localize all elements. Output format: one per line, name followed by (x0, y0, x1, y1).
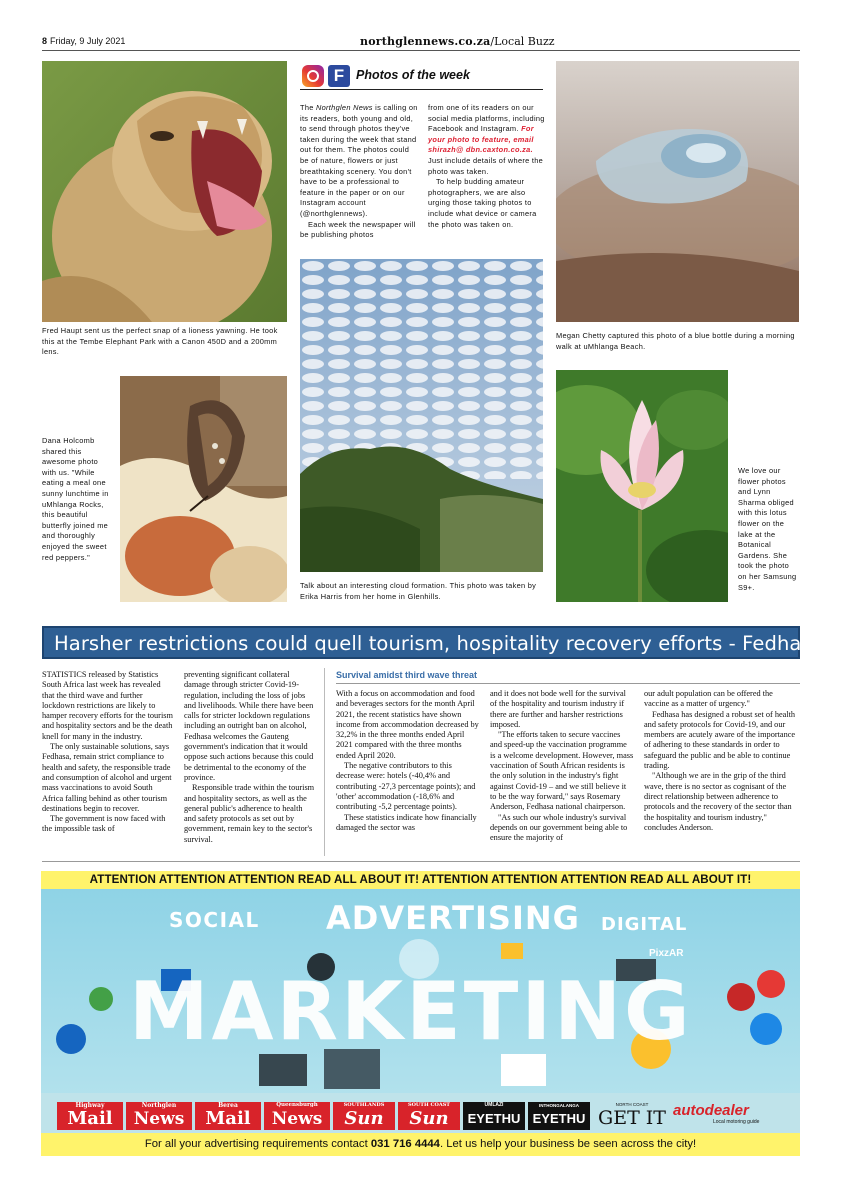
article-bottom-rule (42, 861, 800, 862)
article-paragraph: These statistics indicate how financially damaged the sector was (336, 812, 477, 832)
logo-sub: SOUTH COAST (407, 1102, 451, 1108)
ad-phone-number[interactable]: 031 716 4444 (370, 1138, 440, 1150)
potw-paragraph (428, 103, 546, 177)
article-col-4 (490, 689, 634, 843)
logo-main: Sun (409, 1108, 449, 1129)
site-name[interactable]: northglennews.co.za (360, 35, 491, 48)
northglen-news-logo[interactable] (126, 1102, 192, 1130)
inthongalanga-eyethu-logo[interactable] (528, 1102, 590, 1130)
logo-main: GET IT (598, 1107, 666, 1129)
logo-main: Sun (344, 1108, 384, 1129)
article-paragraph: preventing significant collateral damage through stricter Covid-19-regulation, including the loss of jobs and livelihoods. While there have been calls for stricter lockdown regulations including an outright ban on alcohol, Fedhasa welcomes the Gauteng government's indication that it would oppose such actions because this could be detrimental to the economy of the province. (184, 670, 314, 782)
clouds-photo (300, 259, 543, 572)
column-divider (324, 668, 325, 856)
ad-attention-banner: ATTENTION ATTENTION ATTENTION READ ALL ABOUT IT! ATTENTION ATTENTION ATTENTION READ ALL ABOUT IT! (41, 871, 800, 889)
article-paragraph: The government is now faced with the impossible task of (42, 814, 166, 834)
subhead-rule (336, 683, 800, 684)
logo-sub: SOUTHLANDS (343, 1102, 385, 1108)
logo-sub: Berea (218, 1102, 238, 1109)
butterfly-photo (120, 376, 287, 602)
logo-main: Mail (205, 1108, 251, 1129)
article-paragraph: STATISTICS released by Statistics South Africa last week has revealed that the third wave and further lockdown restrictions are likely to hamper recovery efforts for the tourism and hospitality sectors and be the death knell for many in the industry. (42, 670, 173, 741)
potw-paragraph (300, 103, 420, 220)
photos-of-week-rule (300, 89, 543, 90)
lotus-caption: We love our flower photos and Lynn Sharma obliged with this lotus flower on the lake at the Botanical Gardens. She took the photo on her Samsung S9+. (738, 466, 797, 592)
article-paragraph: "As such our whole industry's survival depends on our government being able to ensure the majority of (490, 812, 628, 843)
lotus-photo (556, 370, 728, 602)
potw-text: is calling on its readers, both young and old, to send through photos they've taken during the week that stand out for them. The photos could be of nature, flowers or just breathtaking scenery. You don't have to be a professional to feature in the paper or on our Instagram account (@northglennews). (300, 103, 418, 218)
article-paragraph: "Although we are in the grip of the third wave, there is no sector as cognisant of the direct relationship between adherence to protocols and the recovery of the sector than the hospitality and tourism industry," concludes Anderson. (644, 771, 792, 832)
article-paragraph: and it does not bode well for the survival of the hospitality and tourism industry if there are further and harsher restrictions imposed. (490, 689, 626, 729)
article-paragraph: The negative contributors to this decrease were: hotels (-40,4% and contributing -27,3 percentage points); and 'other' accommodation (-18,6% and contributing -5,2 percentage points). (336, 761, 476, 812)
potw-paper-name: Northglen News (316, 103, 373, 112)
butterfly-caption: Dana Holcomb shared this awesome photo with us. "While eating a meal one sunny lunchtime in uMhlanga Rocks, this beautiful butterfly joined me and thoroughly enjoyed the sweet red peppers." (42, 436, 109, 562)
ad-word-marketing: MARKETING (129, 965, 693, 1058)
bluebottle-photo (556, 61, 799, 322)
article-col-5 (644, 689, 800, 833)
article-headline-bar (42, 626, 824, 659)
article-col-1 (42, 670, 173, 835)
ad-pixzar-logo: PixzAR (649, 948, 684, 959)
page-date: Friday, 9 July 2021 (50, 36, 126, 46)
umlazi-eyethu-logo[interactable] (463, 1102, 525, 1130)
autodealer-logo[interactable] (673, 1102, 793, 1130)
potw-email-callout[interactable]: For your photo to feature, email shirazh@ dbn.caxton.co.za. (428, 124, 534, 155)
ad-footer (41, 1133, 800, 1156)
ad-word-advertising: ADVERTISING (326, 899, 580, 937)
site-banner (360, 35, 555, 48)
logo-sub: INTHONGALANGA (539, 1103, 579, 1108)
clouds-caption: Talk about an interesting cloud formation. This photo was taken by Erika Harris from her home in Glenhills. (300, 581, 537, 601)
photos-of-week-header (300, 62, 543, 90)
lioness-photo (42, 61, 287, 322)
logo-sub: Northglen (141, 1102, 177, 1109)
bluebottle-caption: Megan Chetty captured this photo of a blue bottle during a morning walk at uMhlanga Beach. (556, 331, 795, 351)
article-subhead: Survival amidst third wave threat (336, 670, 478, 680)
photos-of-week-col-2 (428, 103, 546, 230)
photos-of-week-title: Photos of the week (356, 68, 470, 82)
logo-sub: Highway (75, 1102, 105, 1109)
page-folio (42, 36, 125, 46)
ad-word-social: SOCIAL (169, 908, 260, 932)
article-col-2 (184, 670, 315, 845)
article-paragraph: With a focus on accommodation and food and beverages sectors for the month April 2021, the recent statistics have shown income from accommodation decreased by 32,2% in the three months ended April 2021 compared with the three months ended April 2020. (336, 689, 479, 760)
facebook-icon[interactable]: F (328, 65, 350, 87)
article-headline[interactable]: Harsher restrictions could quell tourism, hospitality recovery efforts - Fedhasa (54, 632, 824, 655)
header-rule (42, 50, 800, 51)
lioness-caption: Fred Haupt sent us the perfect snap of a lioness yawning. He took this at the Tembe Elephant Park with a Canon 450D and a 200mm lens. (42, 326, 278, 357)
queensburgh-news-logo[interactable] (264, 1102, 330, 1130)
southcoast-sun-logo[interactable] (398, 1102, 460, 1130)
page-number: 8 (42, 36, 48, 46)
section-name: /Local Buzz (490, 35, 555, 48)
ad-word-digital: DIGITAL (601, 914, 688, 935)
logo-main: News (271, 1109, 323, 1129)
highway-mail-logo[interactable] (57, 1102, 123, 1130)
article-paragraph: Fedhasa has designed a robust set of health and safety protocols for Covid-19, and our members are acutely aware of the importance of adhering to these standards in order to safeguard the public and be able to continue trading. (644, 709, 796, 771)
logo-main: autodealer (673, 1102, 749, 1119)
potw-paragraph: Each week the newspaper will be publishing photos (300, 219, 416, 240)
logo-sub: NORTH COAST (615, 1102, 649, 1107)
article-col-3 (336, 689, 480, 833)
berea-mail-logo[interactable] (195, 1102, 261, 1130)
southlands-sun-logo[interactable] (333, 1102, 395, 1130)
instagram-icon[interactable] (302, 65, 324, 87)
potw-text: Just include details of where the photo was taken. (428, 155, 544, 176)
ad-footer-text: For all your advertising requirements contact (144, 1138, 371, 1150)
article-paragraph: our adult population can be offered the vaccine as a matter of urgency." (644, 689, 773, 709)
get-it-logo[interactable] (597, 1102, 667, 1130)
page-header (42, 36, 800, 50)
logo-main: News (133, 1109, 185, 1129)
logo-sub: Local motoring guide (713, 1119, 760, 1125)
logo-sub: UMLAZI (484, 1102, 504, 1108)
article-paragraph: Responsible trade within the tourism and hospitality sectors, as well as the general public's adherence to health and safety protocols as set out by government, remain key to the sector's survival. (184, 783, 315, 844)
marketing-advert[interactable] (41, 871, 800, 1156)
potw-paragraph: To help budding amateur photographers, we are also urging those taking photos to include what device or camera the photo was taken on. (428, 177, 537, 229)
logo-sub: Queensburgh (276, 1102, 318, 1108)
logo-main: EYETHU (532, 1111, 586, 1126)
logo-main: EYETHU (467, 1111, 521, 1126)
article-paragraph: "The efforts taken to secure vaccines and speed-up the vaccination programme is a welcome development. However, mass vaccination of South African residents is the only solution in the industry's fight against Covid-19 – and we still believe it to be the way forward," says Rosemary Anderson, Fedhasa national chairperson. (490, 730, 634, 812)
potw-text: from one of its readers on our social media platforms, including Facebook and Instagram. (428, 103, 545, 134)
logo-main: Mail (67, 1108, 113, 1129)
ad-footer-text: . Let us help your business be seen across the city! (439, 1138, 697, 1150)
article-paragraph: The only sustainable solutions, says Fedhasa, remain strict compliance to health and safety, the responsible trade and consumption of alcohol and urgent mass vaccinations to avoid South Africa falling behind as other tourism destinations begin to recover. (42, 742, 172, 813)
potw-text: The (300, 103, 316, 112)
photos-of-week-col-1 (300, 103, 420, 241)
